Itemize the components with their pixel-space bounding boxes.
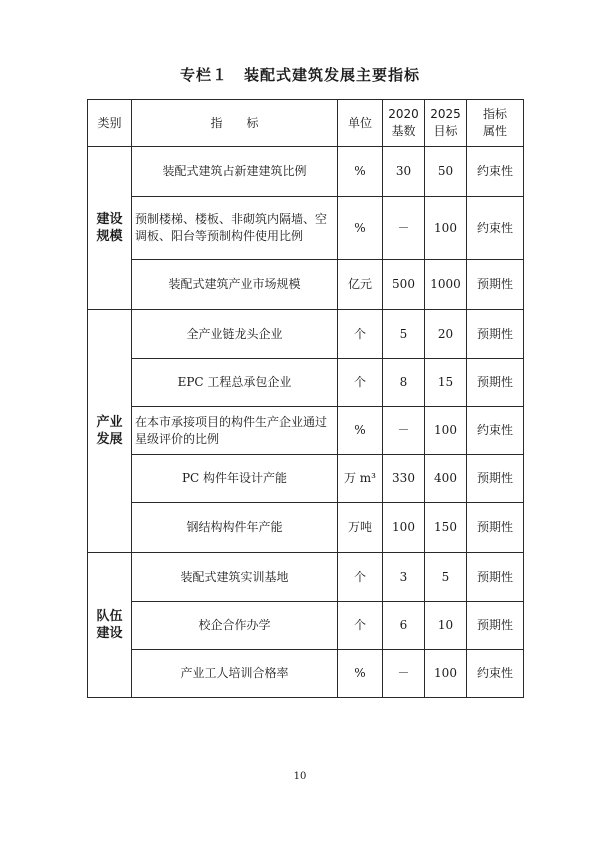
attribute-cell: 预期性 xyxy=(467,503,524,553)
attribute-cell: 约束性 xyxy=(467,407,524,455)
base-cell: 5 xyxy=(383,310,425,359)
table-row xyxy=(88,260,524,310)
table-row xyxy=(88,650,524,698)
indicator-cell: 在本市承接项目的构件生产企业通过星级评价的比例 xyxy=(132,407,338,455)
header-indicator: 指 标 xyxy=(132,100,338,147)
indicator-cell: 钢结构构件年产能 xyxy=(132,503,338,553)
header-target-2025: 2025 目标 xyxy=(425,100,467,147)
page-number: 10 xyxy=(293,771,307,782)
base-cell: － xyxy=(383,197,425,260)
unit-cell: 亿元 xyxy=(338,260,383,310)
table-header-row xyxy=(88,100,524,147)
base-cell: 330 xyxy=(383,455,425,503)
unit-cell: 个 xyxy=(338,310,383,359)
indicator-cell: 装配式建筑占新建建筑比例 xyxy=(132,147,338,197)
table-row xyxy=(88,147,524,197)
target-cell: 1000 xyxy=(425,260,467,310)
unit-cell: 个 xyxy=(338,602,383,650)
base-cell: 100 xyxy=(383,503,425,553)
indicator-cell: 装配式建筑实训基地 xyxy=(132,553,338,602)
attribute-cell: 预期性 xyxy=(467,359,524,407)
indicator-cell: PC 构件年设计产能 xyxy=(132,455,338,503)
attribute-cell: 预期性 xyxy=(467,260,524,310)
attribute-cell: 约束性 xyxy=(467,197,524,260)
target-cell: 150 xyxy=(425,503,467,553)
table-row xyxy=(88,503,524,553)
unit-cell: 万吨 xyxy=(338,503,383,553)
category-cell: 产业 发展 xyxy=(88,310,132,553)
target-cell: 15 xyxy=(425,359,467,407)
unit-cell: % xyxy=(338,197,383,260)
header-category: 类别 xyxy=(88,100,132,147)
target-cell: 20 xyxy=(425,310,467,359)
indicator-cell: 全产业链龙头企业 xyxy=(132,310,338,359)
base-cell: 6 xyxy=(383,602,425,650)
indicator-cell: 产业工人培训合格率 xyxy=(132,650,338,698)
category-cell: 队伍 建设 xyxy=(88,553,132,698)
indicator-cell: EPC 工程总承包企业 xyxy=(132,359,338,407)
category-cell: 建设 规模 xyxy=(88,147,132,310)
table-row xyxy=(88,602,524,650)
unit-cell: 万 m³ xyxy=(338,455,383,503)
indicator-cell: 装配式建筑产业市场规模 xyxy=(132,260,338,310)
attribute-cell: 预期性 xyxy=(467,455,524,503)
indicator-cell: 预制楼梯、楼板、非砌筑内隔墙、空调板、阳台等预制构件使用比例 xyxy=(132,197,338,260)
table-row xyxy=(88,455,524,503)
header-unit: 单位 xyxy=(338,100,383,147)
indicator-cell: 校企合作办学 xyxy=(132,602,338,650)
indicator-table xyxy=(87,99,524,698)
target-cell: 50 xyxy=(425,147,467,197)
table-row xyxy=(88,407,524,455)
unit-cell: % xyxy=(338,407,383,455)
attribute-cell: 约束性 xyxy=(467,147,524,197)
base-cell: － xyxy=(383,407,425,455)
table-row xyxy=(88,197,524,260)
base-cell: 30 xyxy=(383,147,425,197)
attribute-cell: 预期性 xyxy=(467,553,524,602)
target-cell: 100 xyxy=(425,650,467,698)
page-title: 专栏１ 装配式建筑发展主要指标 xyxy=(179,66,420,84)
target-cell: 10 xyxy=(425,602,467,650)
unit-cell: % xyxy=(338,147,383,197)
target-cell: 100 xyxy=(425,407,467,455)
table-row xyxy=(88,553,524,602)
table-row xyxy=(88,359,524,407)
unit-cell: 个 xyxy=(338,553,383,602)
attribute-cell: 预期性 xyxy=(467,602,524,650)
unit-cell: % xyxy=(338,650,383,698)
base-cell: 3 xyxy=(383,553,425,602)
target-cell: 5 xyxy=(425,553,467,602)
unit-cell: 个 xyxy=(338,359,383,407)
table-row xyxy=(88,310,524,359)
header-attribute: 指标 属性 xyxy=(467,100,524,147)
attribute-cell: 约束性 xyxy=(467,650,524,698)
header-base-2020: 2020 基数 xyxy=(383,100,425,147)
base-cell: 500 xyxy=(383,260,425,310)
base-cell: － xyxy=(383,650,425,698)
target-cell: 100 xyxy=(425,197,467,260)
target-cell: 400 xyxy=(425,455,467,503)
attribute-cell: 预期性 xyxy=(467,310,524,359)
base-cell: 8 xyxy=(383,359,425,407)
